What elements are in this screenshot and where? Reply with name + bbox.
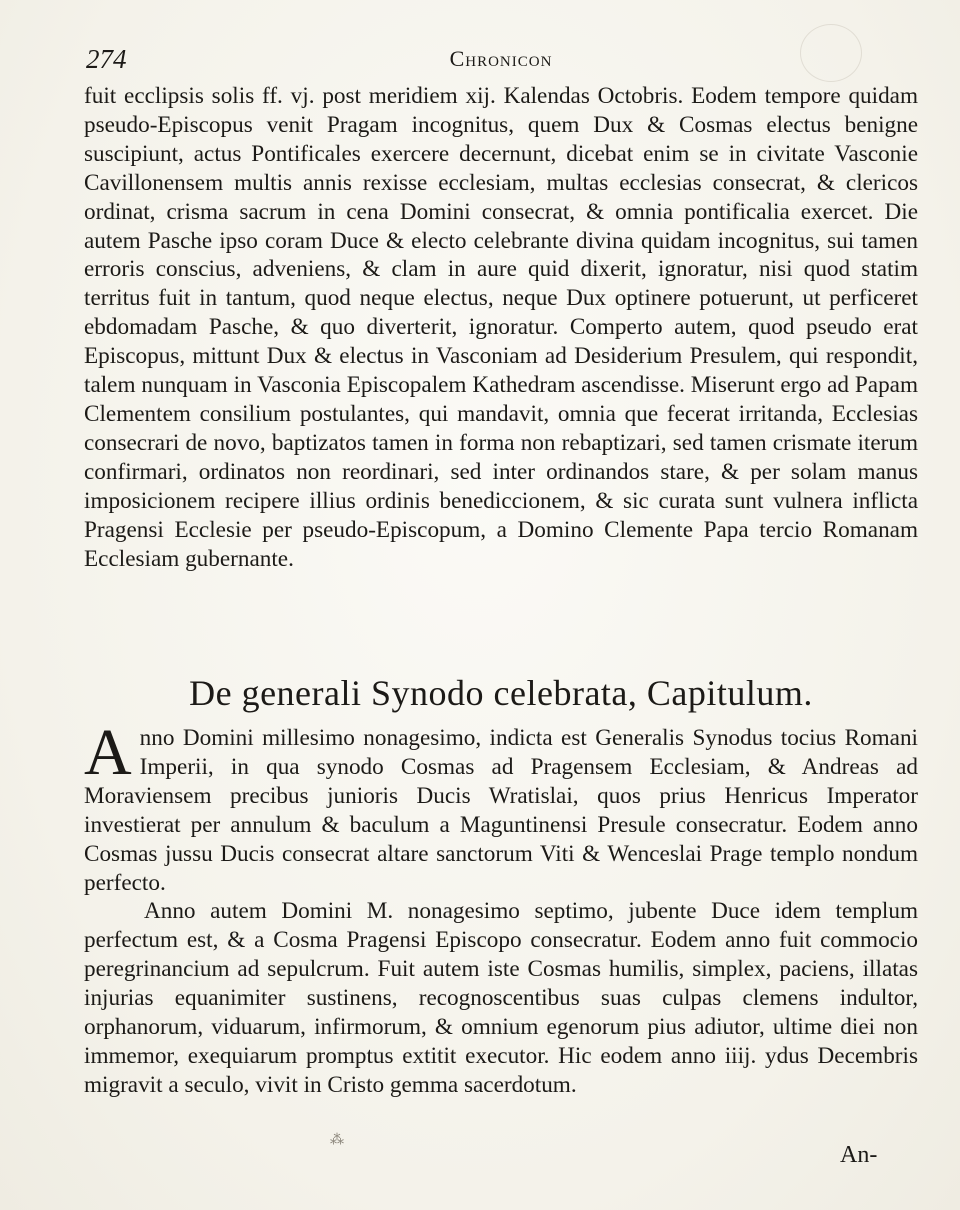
page-number: 274 xyxy=(86,44,127,74)
main-paragraph: fuit ecclipsis solis ff. vj. post meridiem xij. Kalendas Octobris. Eodem tempore quidam pseudo-Episcopus venit Pragam incognitus, quem Dux & Cosmas electus benigne suscipiunt, actus Pontificales exercere decernunt, dicebat enim se in civitate Vasconie Cavillonensem multis annis rexisse ecclesiam, multas ecclesias consecrat, & clericos ordinat, crisma sacrum in cena Domini consecrat, & omnia pontificalia exercet. Die autem Pasche ipso coram Duce & electo celebrante divina quidam incognitus, sui tamen erroris conscius, adveniens, & clam in aure quid dixerit, ignoratur, nisi quod statim territus fuit in tantum, quod neque electus, neque Dux optinere potuerunt, ut perficeret ebdomadam Pasche, & quo diverterit, ignoratur. Comperto autem, quod pseudo erat Episcopus, mittunt Dux & electus in Vasconiam ad Desiderium Presulem, qui respondit, talem nunquam in Vasconia Episcopalem Kathedram ascendisse. Miserunt ergo ad Papam Clementem consilium postulantes, qui mandavit, omnia que fecerat irritanda, Ecclesias consecrari de novo, baptizatos tamen in forma non rebaptizari, sed tamen crismate iterum confirmari, ordinatos non reordinari, sed inter ordinandos stare, & per solam manus imposicionem recipere illius ordinis benediccionem, & sic curata sunt vulnera inflicta Pragensi Ecclesie per pseudo-Episcopum, a Domino Clemente Papa tercio Romanam Ecclesiam gubernante. xyxy=(84,83,918,572)
section-paragraph-1 xyxy=(84,716,918,897)
section-heading: De generali Synodo celebrata, Capitulum. xyxy=(189,673,813,713)
drop-cap: A xyxy=(84,716,132,789)
main-text-block xyxy=(84,82,918,573)
section-text-block xyxy=(84,716,918,1100)
section-paragraph-2: Anno autem Domini M. nonagesimo septimo, jubente Duce idem templum perfectum est, & a Cosma Pragensi Episcopo consecratur. Eodem anno fuit commocio peregrinancium ad sepulcrum. Fuit autem iste Cosmas humilis, simplex, paciens, illatas injurias equanimiter sustinens, recognoscentibus suas culpas clemens indultor, orphanorum, viduarum, infirmorum, & omnium egenorum pius adiutor, ultime diei non immemor, exequiarum promptus extitit executor. Hic eodem anno iiij. ydus Decembris migravit a seculo, vivit in Cristo gemma sacerdotum. xyxy=(84,898,918,1098)
printer-ornament: ⁂ xyxy=(330,1133,345,1148)
section-paragraph-1-text: nno Domini millesimo nonagesimo, indicta est Generalis Synodus tocius Romani Imperii, in qua synodo Cosmas ad Pragensem Ecclesiam, & Andreas ad Moraviensem precibus junioris Ducis Wratislai, quos prius Henricus Imperator investierat per annulum & baculum a Maguntinensi Presule consecratur. Eodem anno Cosmas jussu Ducis consecrat altare sanctorum Viti & Wenceslai Prage templo nondum perfecto. xyxy=(84,725,918,896)
catchword: An- xyxy=(840,1142,878,1168)
page-header xyxy=(86,44,916,78)
running-title: Chronicon xyxy=(449,46,553,71)
